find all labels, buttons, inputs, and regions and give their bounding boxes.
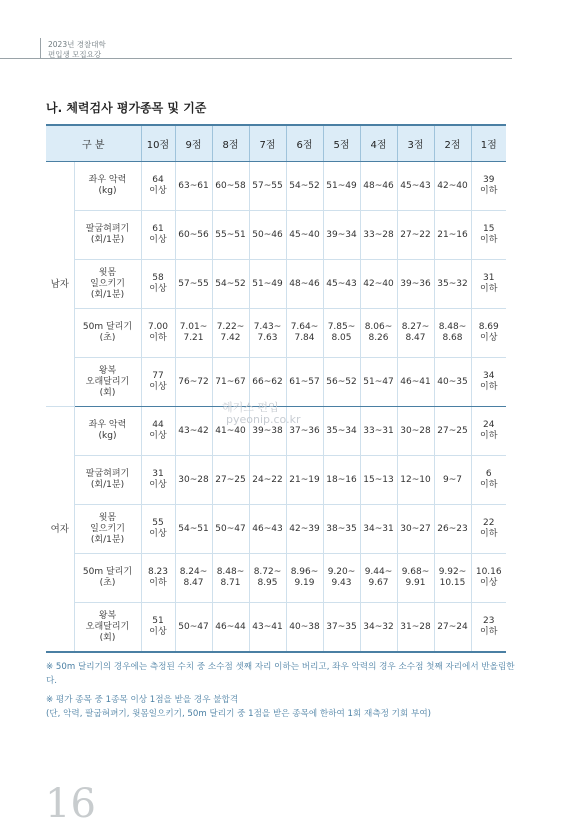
header-score: 8점 — [212, 125, 249, 162]
score-cell: 39 이하 — [471, 162, 506, 211]
score-cell: 24~22 — [249, 456, 286, 505]
score-cell: 9.20~ 9.43 — [323, 554, 360, 603]
score-cell: 64 이상 — [141, 162, 175, 211]
score-cell: 43~42 — [175, 407, 212, 456]
score-cell: 51~49 — [323, 162, 360, 211]
score-cell: 8.48~ 8.71 — [212, 554, 249, 603]
score-cell: 40~38 — [286, 603, 323, 653]
item-name: 50m 달리기 (초) — [74, 309, 141, 358]
score-cell: 61 이상 — [141, 211, 175, 260]
header-score: 6점 — [286, 125, 323, 162]
score-cell: 60~56 — [175, 211, 212, 260]
score-cell: 77 이상 — [141, 358, 175, 407]
item-name: 윗몸 일으키기 (회/1분) — [74, 260, 141, 309]
table-row — [46, 505, 506, 554]
table-row — [46, 603, 506, 653]
table-row — [46, 309, 506, 358]
score-cell: 30~28 — [397, 407, 434, 456]
score-cell: 8.27~ 8.47 — [397, 309, 434, 358]
score-cell: 54~52 — [212, 260, 249, 309]
score-cell: 50~47 — [175, 603, 212, 653]
score-cell: 37~36 — [286, 407, 323, 456]
score-cell: 8.23 이하 — [141, 554, 175, 603]
score-cell: 45~43 — [323, 260, 360, 309]
score-cell: 34~32 — [360, 603, 397, 653]
score-cell: 38~35 — [323, 505, 360, 554]
score-cell: 35~34 — [323, 407, 360, 456]
score-cell: 51 이상 — [141, 603, 175, 653]
score-cell: 10.16 이상 — [471, 554, 506, 603]
score-cell: 66~62 — [249, 358, 286, 407]
gender-label: 여자 — [46, 407, 74, 653]
gender-label: 남자 — [46, 162, 74, 407]
header-row — [46, 125, 506, 162]
score-cell: 48~46 — [360, 162, 397, 211]
watermark-line-1: 해커스 편입 — [222, 401, 279, 414]
score-cell: 45~40 — [286, 211, 323, 260]
score-cell: 57~55 — [249, 162, 286, 211]
score-cell: 39~36 — [397, 260, 434, 309]
score-cell: 8.69 이상 — [471, 309, 506, 358]
score-cell: 42~39 — [286, 505, 323, 554]
score-cell: 33~31 — [360, 407, 397, 456]
score-cell: 58 이상 — [141, 260, 175, 309]
score-cell: 22 이하 — [471, 505, 506, 554]
section-title: 나. 체력검사 평가종목 및 기준 — [46, 101, 207, 115]
score-cell: 33~28 — [360, 211, 397, 260]
score-cell: 54~52 — [286, 162, 323, 211]
score-cell: 50~47 — [212, 505, 249, 554]
score-cell: 31 이하 — [471, 260, 506, 309]
header-score: 5점 — [323, 125, 360, 162]
score-cell: 76~72 — [175, 358, 212, 407]
score-cell: 42~40 — [360, 260, 397, 309]
score-cell: 7.00 이하 — [141, 309, 175, 358]
item-name: 50m 달리기 (초) — [74, 554, 141, 603]
score-cell: 45~43 — [397, 162, 434, 211]
score-cell: 37~35 — [323, 603, 360, 653]
fitness-test-table — [46, 124, 506, 653]
table-row — [46, 456, 506, 505]
score-cell: 24 이하 — [471, 407, 506, 456]
score-cell: 15~13 — [360, 456, 397, 505]
score-cell: 21~16 — [434, 211, 471, 260]
score-cell: 48~46 — [286, 260, 323, 309]
item-name: 왕복 오래달리기 (회) — [74, 358, 141, 407]
score-cell: 9.44~ 9.67 — [360, 554, 397, 603]
score-cell: 46~43 — [249, 505, 286, 554]
score-cell: 7.64~ 7.84 — [286, 309, 323, 358]
score-cell: 27~22 — [397, 211, 434, 260]
item-name: 좌우 악력 (kg) — [74, 162, 141, 211]
score-cell: 7.01~ 7.21 — [175, 309, 212, 358]
header-score: 9점 — [175, 125, 212, 162]
score-cell: 42~40 — [434, 162, 471, 211]
running-header — [48, 40, 106, 60]
score-cell: 39~38 — [249, 407, 286, 456]
page-number: 16 — [45, 781, 96, 827]
header-score: 1점 — [471, 125, 506, 162]
watermark — [222, 402, 300, 426]
item-name: 좌우 악력 (kg) — [74, 407, 141, 456]
table-row — [46, 260, 506, 309]
score-cell: 55 이상 — [141, 505, 175, 554]
score-cell: 8.24~ 8.47 — [175, 554, 212, 603]
score-cell: 30~28 — [175, 456, 212, 505]
score-cell: 9~7 — [434, 456, 471, 505]
score-cell: 27~24 — [434, 603, 471, 653]
table-row — [46, 211, 506, 260]
score-cell: 23 이하 — [471, 603, 506, 653]
score-cell: 15 이하 — [471, 211, 506, 260]
score-cell: 31~28 — [397, 603, 434, 653]
score-cell: 51~47 — [360, 358, 397, 407]
note-1: ※ 50m 달리기의 경우에는 측정된 수치 중 소수점 셋째 자리 이하는 버리고, 좌우 악력의 경우 소수점 첫째 자리에서 반올림한다. — [46, 662, 515, 686]
score-cell: 71~67 — [212, 358, 249, 407]
score-cell: 55~51 — [212, 211, 249, 260]
score-cell: 9.68~ 9.91 — [397, 554, 434, 603]
header-score: 4점 — [360, 125, 397, 162]
score-cell: 40~35 — [434, 358, 471, 407]
score-cell: 18~16 — [323, 456, 360, 505]
score-cell: 63~61 — [175, 162, 212, 211]
score-cell: 9.92~ 10.15 — [434, 554, 471, 603]
item-name: 팔굽혀펴기 (회/1분) — [74, 211, 141, 260]
note-2: ※ 평가 종목 중 1종목 이상 1점을 받을 경우 불합격 (단, 악력, 팔굽혀펴기, 윗몸일으키기, 50m 달리기 중 1점을 받은 종목에 한하여 1회 재측정 기회 부여) — [46, 695, 431, 719]
watermark-line-2: pyeonip.co.kr — [226, 413, 301, 426]
score-cell: 34 이하 — [471, 358, 506, 407]
score-cell: 41~40 — [212, 407, 249, 456]
table-row — [46, 554, 506, 603]
score-cell: 35~32 — [434, 260, 471, 309]
header-score: 7점 — [249, 125, 286, 162]
score-cell: 57~55 — [175, 260, 212, 309]
score-cell: 27~25 — [212, 456, 249, 505]
score-cell: 56~52 — [323, 358, 360, 407]
header-score: 2점 — [434, 125, 471, 162]
notes — [46, 661, 516, 727]
score-cell: 31 이상 — [141, 456, 175, 505]
score-cell: 27~25 — [434, 407, 471, 456]
score-cell: 46~41 — [397, 358, 434, 407]
item-name: 팔굽혀펴기 (회/1분) — [74, 456, 141, 505]
score-cell: 12~10 — [397, 456, 434, 505]
score-cell: 39~34 — [323, 211, 360, 260]
score-cell: 51~49 — [249, 260, 286, 309]
score-cell: 8.72~ 8.95 — [249, 554, 286, 603]
score-cell: 26~23 — [434, 505, 471, 554]
header-category: 구 분 — [46, 125, 141, 162]
item-name: 윗몸 일으키기 (회/1분) — [74, 505, 141, 554]
score-cell: 34~31 — [360, 505, 397, 554]
table-row — [46, 358, 506, 407]
score-cell: 43~41 — [249, 603, 286, 653]
header-score: 3점 — [397, 125, 434, 162]
score-cell: 60~58 — [212, 162, 249, 211]
score-cell: 30~27 — [397, 505, 434, 554]
score-cell: 46~44 — [212, 603, 249, 653]
item-name: 왕복 오래달리기 (회) — [74, 603, 141, 653]
score-cell: 21~19 — [286, 456, 323, 505]
score-cell: 6 이하 — [471, 456, 506, 505]
table-row — [46, 162, 506, 211]
header-tick — [40, 38, 41, 59]
score-cell: 44 이상 — [141, 407, 175, 456]
header-score: 10점 — [141, 125, 175, 162]
score-cell: 8.06~ 8.26 — [360, 309, 397, 358]
score-cell: 8.96~ 9.19 — [286, 554, 323, 603]
header-line-2: 편입생 모집요강 — [48, 50, 102, 59]
header-line-1: 2023년 경찰대학 — [48, 40, 106, 49]
score-cell: 54~51 — [175, 505, 212, 554]
score-cell: 7.22~ 7.42 — [212, 309, 249, 358]
score-cell: 61~57 — [286, 358, 323, 407]
score-cell: 8.48~ 8.68 — [434, 309, 471, 358]
score-cell: 50~46 — [249, 211, 286, 260]
score-cell: 7.43~ 7.63 — [249, 309, 286, 358]
score-cell: 7.85~ 8.05 — [323, 309, 360, 358]
